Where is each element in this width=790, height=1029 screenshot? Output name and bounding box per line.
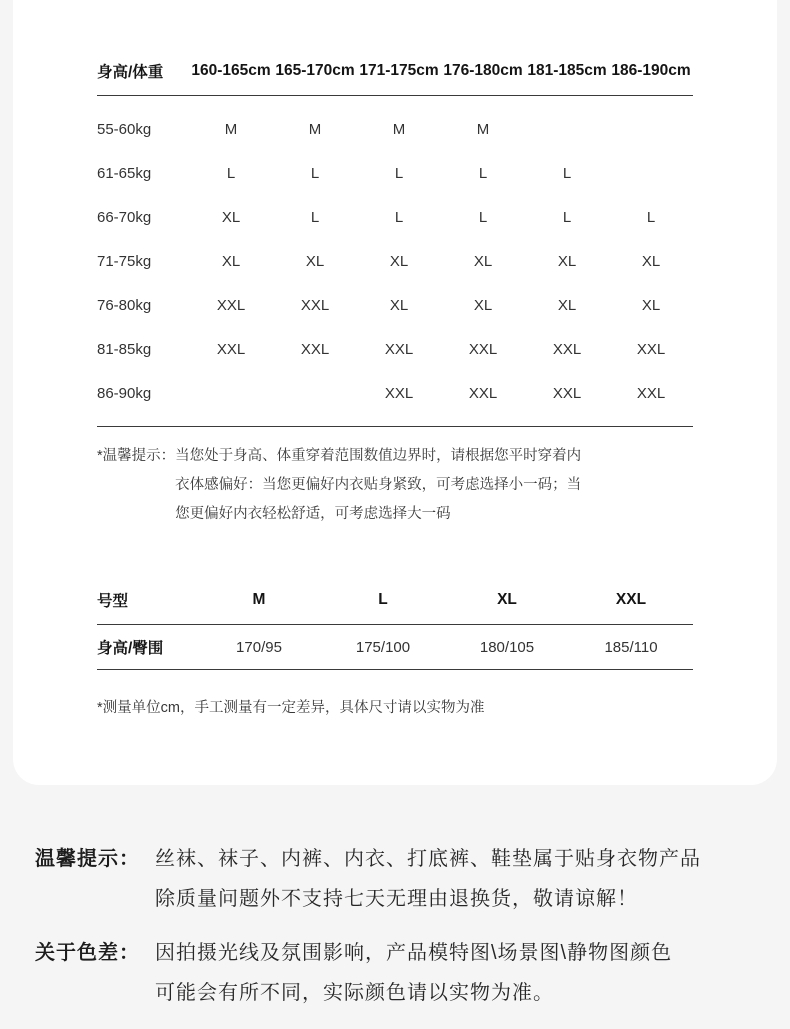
size-cell: XXL [300, 296, 330, 314]
color-difference-notice [35, 933, 755, 1013]
color-difference-label: 关于色差： [35, 942, 140, 964]
return-policy-line: 除质量问题外不支持七天无理由退换货，敬请谅解！ [155, 888, 638, 910]
return-policy-label: 温馨提示： [35, 848, 140, 870]
table-body [97, 96, 693, 427]
fit-advice-note [97, 442, 693, 529]
return-policy-text [155, 839, 755, 919]
size-cell: L [478, 208, 488, 226]
row-label: 81-85kg [97, 340, 152, 358]
size-cell: XL [557, 296, 577, 314]
size-cell: XL [641, 252, 661, 270]
size-spec-table [97, 575, 693, 670]
size-cell: M [392, 120, 406, 138]
column-header: 171-175cm [359, 61, 439, 79]
size-cell: M [308, 120, 322, 138]
size-cell: XXL [468, 384, 498, 402]
table-header-row [97, 575, 693, 625]
size-cell: L [646, 208, 656, 226]
size-cell: XL [221, 208, 241, 226]
fit-advice-line: 您更偏好内衣轻松舒适，可考虑选择大一码 [175, 506, 451, 522]
size-cell: XXL [552, 384, 582, 402]
size-cell: XXL [552, 340, 582, 358]
color-difference-line: 因拍摄光线及氛围影响，产品模特图\场景图\静物图颜色 [155, 942, 673, 964]
row-label: 身高/臀围 [97, 640, 164, 657]
table-corner-label: 号型 [97, 592, 129, 610]
fit-advice-note-label: *温馨提示： [97, 448, 176, 464]
table-row [97, 151, 693, 195]
size-cell: L [394, 208, 404, 226]
size-cell: XXL [384, 340, 414, 358]
column-header: 160-165cm [191, 61, 271, 79]
row-label: 86-90kg [97, 384, 152, 402]
fit-advice-line: 当您处于身高、体重穿着范围数值边界时，请根据您平时穿着内 [175, 448, 582, 464]
size-cell: 175/100 [355, 638, 411, 656]
return-policy-line: 丝袜、袜子、内裤、内衣、打底裤、鞋垫属于贴身衣物产品 [155, 848, 701, 870]
row-label: 66-70kg [97, 208, 152, 226]
size-cell: XXL [300, 340, 330, 358]
color-difference-line: 可能会有所不同，实际颜色请以实物为准。 [155, 982, 554, 1004]
column-header: 165-170cm [275, 61, 355, 79]
size-cell: XL [389, 252, 409, 270]
column-header: L [378, 590, 388, 608]
size-cell: L [310, 208, 320, 226]
size-cell: M [476, 120, 490, 138]
table-row [97, 371, 693, 415]
row-label: 71-75kg [97, 252, 152, 270]
table-row [97, 283, 693, 327]
measurement-note: *测量单位cm，手工测量有一定差异，具体尺寸请以实物为准 [97, 700, 485, 716]
size-cell: XXL [216, 340, 246, 358]
size-guide-card [13, 0, 777, 785]
column-header: M [252, 590, 266, 608]
size-cell: XXL [384, 384, 414, 402]
size-cell: L [478, 164, 488, 182]
size-cell: XXL [468, 340, 498, 358]
table-row [97, 195, 693, 239]
fit-advice-note-body [175, 442, 693, 529]
size-cell: XXL [216, 296, 246, 314]
size-cell: L [394, 164, 404, 182]
column-header: 181-185cm [527, 61, 607, 79]
return-policy-notice [35, 839, 755, 919]
column-header: 176-180cm [443, 61, 523, 79]
row-label: 76-80kg [97, 296, 152, 314]
table-row [97, 239, 693, 283]
size-cell: XL [641, 296, 661, 314]
row-label: 55-60kg [97, 120, 152, 138]
size-cell: XL [473, 296, 493, 314]
column-header: XXL [615, 590, 647, 608]
column-header: 186-190cm [611, 61, 691, 79]
size-cell: L [562, 208, 572, 226]
column-header: XL [497, 590, 517, 608]
table-header-row [97, 46, 693, 96]
size-cell: M [224, 120, 238, 138]
size-cell: XL [473, 252, 493, 270]
fit-advice-line: 衣体感偏好：当您更偏好内衣贴身紧致，可考虑选择小一码；当 [175, 477, 582, 493]
size-cell: 170/95 [236, 638, 282, 656]
size-cell: L [562, 164, 572, 182]
table-body [97, 625, 693, 670]
size-cell: 180/105 [479, 638, 535, 656]
size-cell: L [310, 164, 320, 182]
size-cell: XXL [636, 384, 666, 402]
table-row [97, 107, 693, 151]
size-cell: XL [389, 296, 409, 314]
size-cell: 185/110 [604, 638, 658, 656]
table-corner-label: 身高/体重 [97, 63, 164, 81]
size-cell: XXL [636, 340, 666, 358]
height-weight-size-table [97, 46, 693, 427]
store-notices [0, 785, 790, 1013]
row-label: 61-65kg [97, 164, 152, 182]
size-cell: XL [221, 252, 241, 270]
table-row [97, 625, 693, 669]
color-difference-text [155, 933, 755, 1013]
size-cell: XL [305, 252, 325, 270]
size-cell: L [226, 164, 236, 182]
size-cell: XL [557, 252, 577, 270]
table-row [97, 327, 693, 371]
